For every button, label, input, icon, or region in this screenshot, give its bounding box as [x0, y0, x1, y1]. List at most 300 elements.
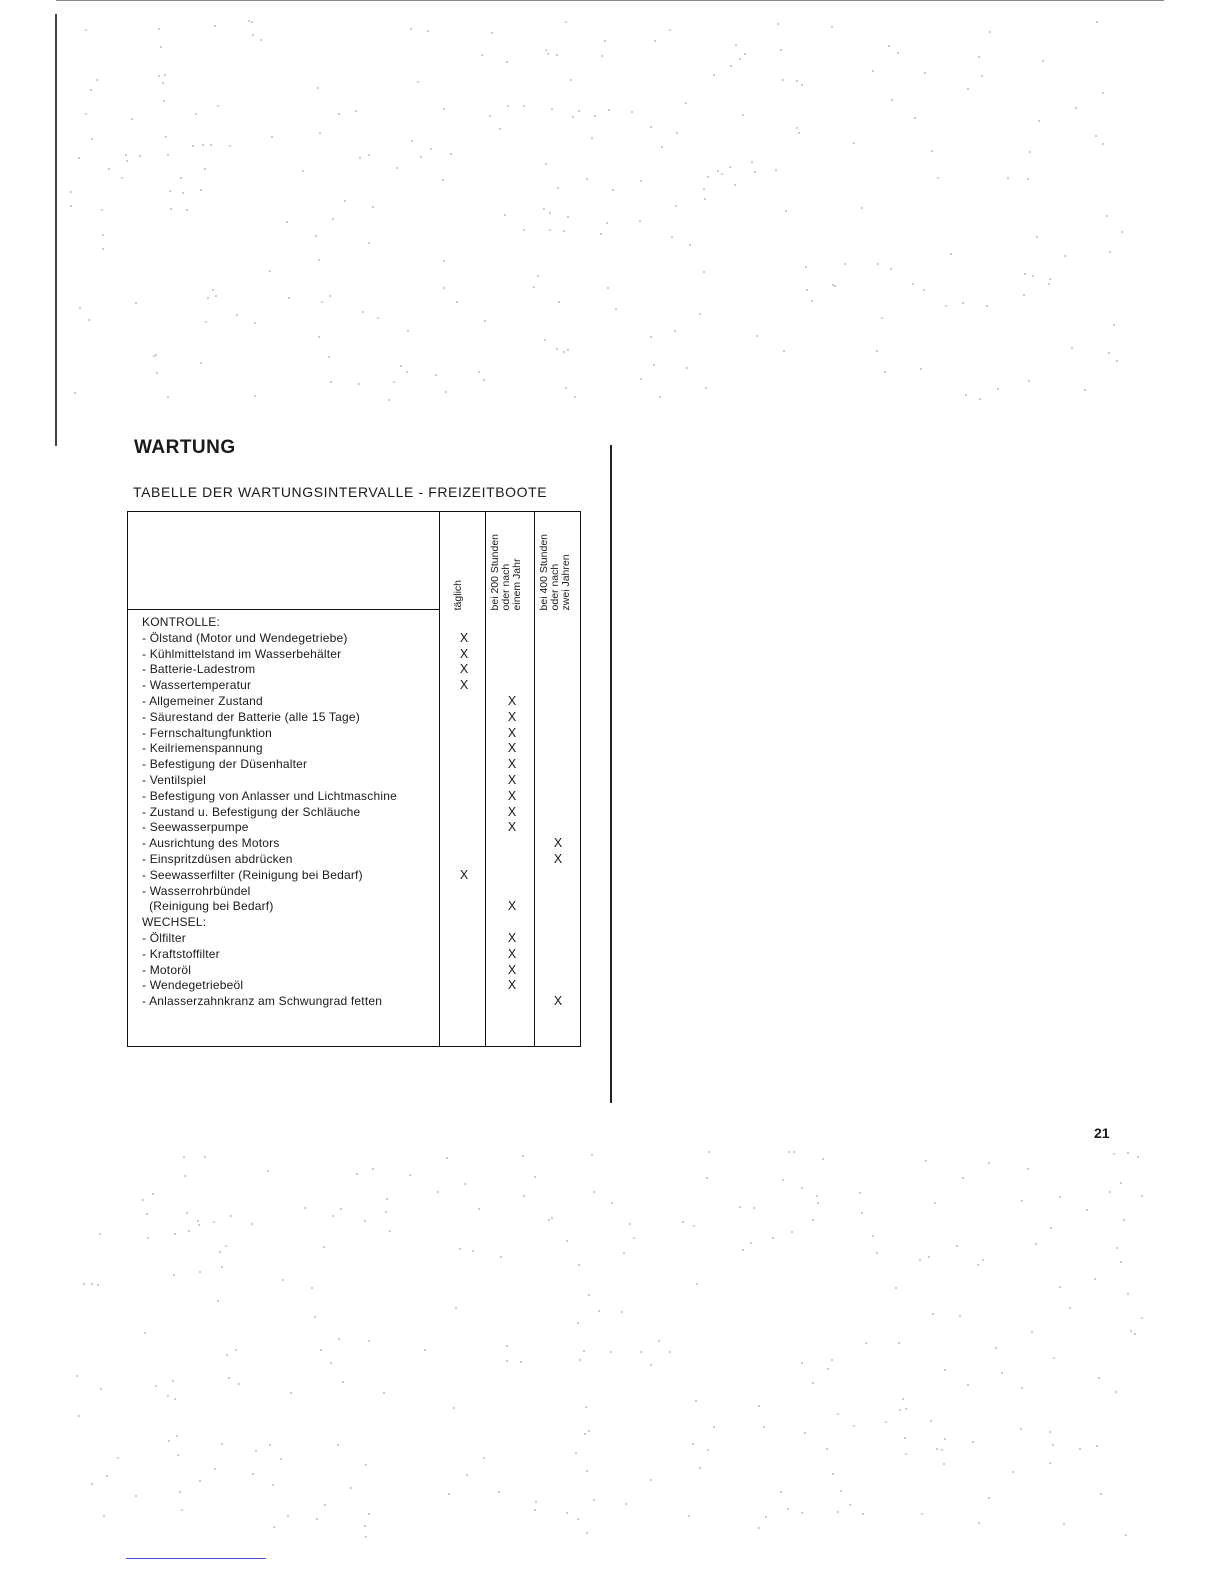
noise-speck — [872, 1235, 874, 1237]
noise-speck — [135, 302, 137, 304]
noise-speck — [164, 74, 166, 76]
row-label: - Kraftstoffilter — [142, 946, 220, 961]
noise-speck — [859, 1192, 861, 1194]
noise-speck — [332, 218, 334, 220]
noise-speck — [537, 275, 539, 277]
noise-speck — [489, 115, 491, 117]
noise-speck — [904, 1437, 906, 1439]
noise-speck — [783, 350, 785, 352]
noise-speck — [269, 270, 271, 272]
noise-speck — [1125, 1534, 1127, 1536]
noise-speck — [213, 1221, 215, 1223]
noise-speck — [899, 1409, 901, 1411]
interval-mark: X — [459, 867, 469, 882]
noise-speck — [612, 189, 614, 191]
noise-speck — [316, 1518, 318, 1520]
noise-speck — [319, 132, 321, 134]
table-row — [142, 836, 580, 852]
noise-speck — [506, 1360, 508, 1362]
noise-speck — [152, 1193, 154, 1195]
noise-speck — [844, 263, 846, 265]
noise-speck — [944, 1438, 946, 1440]
noise-speck — [567, 349, 569, 351]
noise-speck — [1123, 1219, 1125, 1221]
table-row — [142, 726, 580, 742]
noise-speck — [962, 302, 964, 304]
noise-speck — [805, 266, 807, 268]
noise-speck — [782, 1179, 784, 1181]
noise-speck — [365, 1536, 367, 1538]
noise-speck — [591, 1154, 593, 1156]
noise-speck — [342, 1381, 344, 1383]
noise-speck — [574, 396, 576, 398]
noise-speck — [272, 1484, 274, 1486]
noise-speck — [615, 308, 617, 310]
noise-speck — [557, 187, 559, 189]
noise-speck — [853, 1425, 855, 1427]
noise-speck — [920, 368, 922, 370]
noise-speck — [693, 1225, 695, 1227]
noise-speck — [1096, 21, 1098, 23]
noise-speck — [676, 132, 678, 134]
noise-speck — [653, 364, 655, 366]
interval-mark: X — [507, 725, 517, 740]
table-row — [142, 757, 580, 773]
noise-speck — [707, 1449, 709, 1451]
noise-speck — [1071, 347, 1073, 349]
noise-speck — [885, 1421, 887, 1423]
table-row — [142, 694, 580, 710]
noise-speck — [888, 45, 890, 47]
noise-speck — [523, 105, 525, 107]
noise-speck — [565, 387, 567, 389]
noise-speck — [812, 1382, 814, 1384]
row-label: - Allgemeiner Zustand — [142, 693, 263, 708]
noise-speck — [255, 1450, 257, 1452]
noise-speck — [534, 1509, 536, 1511]
noise-speck — [775, 169, 777, 171]
noise-speck — [758, 1527, 760, 1529]
interval-mark: X — [507, 772, 517, 787]
noise-speck — [735, 44, 737, 46]
noise-speck — [168, 1440, 170, 1442]
row-label: - Ölfilter — [142, 930, 186, 945]
noise-speck — [639, 220, 641, 222]
noise-speck — [459, 1248, 461, 1250]
noise-speck — [184, 1175, 186, 1177]
noise-speck — [445, 391, 447, 393]
noise-speck — [1094, 1278, 1096, 1280]
noise-speck — [661, 146, 663, 148]
noise-speck — [796, 80, 798, 82]
noise-speck — [674, 330, 676, 332]
noise-speck — [254, 395, 256, 397]
interval-mark: X — [507, 899, 517, 914]
noise-speck — [890, 268, 892, 270]
table-row — [142, 678, 580, 694]
noise-speck — [442, 179, 444, 181]
noise-speck — [754, 171, 756, 173]
noise-speck — [481, 54, 483, 56]
noise-speck — [921, 1513, 923, 1515]
noise-speck — [967, 88, 969, 90]
row-label: - Einspritzdüsen abdrücken — [142, 851, 293, 866]
noise-speck — [70, 191, 72, 193]
noise-speck — [226, 1354, 228, 1356]
noise-speck — [777, 23, 779, 25]
noise-speck — [78, 157, 80, 159]
table-row — [142, 789, 580, 805]
noise-speck — [1113, 1153, 1115, 1155]
noise-speck — [650, 1479, 652, 1481]
noise-speck — [350, 1487, 352, 1489]
noise-speck — [1048, 283, 1050, 285]
noise-speck — [318, 259, 320, 261]
noise-speck — [162, 82, 164, 84]
noise-speck — [872, 70, 874, 72]
noise-speck — [437, 1191, 439, 1193]
noise-speck — [898, 1342, 900, 1344]
noise-speck — [195, 113, 197, 115]
noise-speck — [364, 1220, 366, 1222]
noise-speck — [997, 388, 999, 390]
noise-speck — [1059, 1196, 1061, 1198]
interval-mark: X — [507, 741, 517, 756]
noise-speck — [251, 1223, 253, 1225]
noise-speck — [750, 1242, 752, 1244]
noise-speck — [260, 39, 262, 41]
noise-speck — [1007, 177, 1009, 179]
noise-speck — [567, 216, 569, 218]
row-label: - Seewasserfilter (Reinigung bei Bedarf) — [142, 867, 363, 882]
noise-speck — [591, 137, 593, 139]
noise-speck — [221, 1266, 223, 1268]
noise-speck — [594, 115, 596, 117]
noise-speck — [742, 1249, 744, 1251]
noise-speck — [625, 1503, 627, 1505]
noise-speck — [782, 79, 784, 81]
maintenance-table — [127, 511, 581, 1047]
noise-speck — [713, 74, 715, 76]
column-header-200h: bei 200 Stunden oder nach einem Jahr — [489, 533, 523, 610]
interval-mark: X — [507, 709, 517, 724]
noise-speck — [179, 1491, 181, 1493]
noise-speck — [169, 190, 171, 192]
noise-speck — [558, 301, 560, 303]
noise-speck — [483, 1457, 485, 1459]
noise-speck — [756, 335, 758, 337]
noise-speck — [317, 87, 319, 89]
noise-speck — [400, 365, 402, 367]
noise-speck — [545, 163, 547, 165]
noise-speck — [337, 1444, 339, 1446]
noise-speck — [1027, 1168, 1029, 1170]
noise-speck — [500, 1256, 502, 1258]
noise-speck — [659, 396, 661, 398]
noise-speck — [686, 367, 688, 369]
row-label: (Reinigung bei Bedarf) — [142, 899, 274, 914]
interval-mark: X — [507, 757, 517, 772]
noise-speck — [547, 53, 549, 55]
noise-speck — [881, 317, 883, 319]
top-rule — [56, 0, 1164, 1]
column-header-daily: täglich — [452, 579, 464, 610]
noise-speck — [1141, 1317, 1143, 1319]
noise-speck — [604, 40, 606, 42]
row-label: - Befestigung von Anlasser und Lichtmaschine — [142, 788, 397, 803]
row-label: - Säurestand der Batterie (alle 15 Tage) — [142, 709, 360, 724]
noise-speck — [200, 362, 202, 364]
interval-mark: X — [553, 836, 563, 851]
noise-speck — [579, 1359, 581, 1361]
noise-speck — [586, 1532, 588, 1534]
noise-speck — [1109, 1191, 1111, 1193]
noise-speck — [1023, 294, 1025, 296]
noise-speck — [478, 371, 480, 373]
noise-speck — [801, 84, 803, 86]
noise-speck — [491, 32, 493, 34]
noise-speck — [1027, 178, 1029, 180]
noise-speck — [791, 1231, 793, 1233]
noise-speck — [793, 1151, 795, 1153]
noise-speck — [167, 396, 169, 398]
noise-speck — [504, 214, 506, 216]
noise-speck — [633, 1237, 635, 1239]
noise-speck — [96, 79, 98, 81]
noise-speck — [1100, 1493, 1102, 1495]
noise-speck — [1032, 275, 1034, 277]
noise-speck — [340, 1208, 342, 1210]
noise-speck — [427, 30, 429, 32]
noise-speck — [368, 1513, 370, 1515]
noise-speck — [321, 301, 323, 303]
interval-mark: X — [459, 678, 469, 693]
noise-speck — [629, 1223, 631, 1225]
noise-speck — [549, 229, 551, 231]
row-label: - Ventilspiel — [142, 772, 206, 787]
noise-speck — [202, 144, 204, 146]
noise-speck — [1137, 1156, 1139, 1158]
noise-speck — [758, 1405, 760, 1407]
noise-speck — [861, 1212, 863, 1214]
noise-speck — [1035, 1243, 1037, 1245]
noise-speck — [831, 26, 833, 28]
noise-speck — [155, 354, 157, 356]
noise-speck — [464, 1183, 466, 1185]
noise-speck — [217, 1300, 219, 1302]
noise-speck — [430, 148, 432, 150]
noise-speck — [721, 173, 723, 175]
interval-mark: X — [459, 630, 469, 645]
table-row — [142, 615, 580, 631]
noise-speck — [806, 289, 808, 291]
noise-speck — [520, 1361, 522, 1363]
noise-speck — [593, 1191, 595, 1193]
noise-speck — [623, 1252, 625, 1254]
noise-speck — [453, 1407, 455, 1409]
noise-speck — [965, 394, 967, 396]
noise-speck — [551, 108, 553, 110]
noise-speck — [1127, 1293, 1129, 1295]
noise-speck — [1059, 1286, 1061, 1288]
noise-speck — [717, 170, 719, 172]
noise-speck — [1038, 120, 1040, 122]
noise-speck — [443, 287, 445, 289]
noise-speck — [204, 168, 206, 170]
row-label: - Keilriemenspannung — [142, 741, 263, 756]
noise-speck — [88, 319, 90, 321]
noise-speck — [383, 1392, 385, 1394]
noise-speck — [739, 1206, 741, 1208]
page-title: WARTUNG — [134, 437, 236, 458]
noise-speck — [280, 1458, 282, 1460]
noise-speck — [607, 287, 609, 289]
noise-speck — [978, 1522, 980, 1524]
noise-speck — [332, 1215, 334, 1217]
noise-speck — [919, 1259, 921, 1261]
noise-speck — [330, 1362, 332, 1364]
noise-speck — [914, 117, 916, 119]
noise-speck — [535, 1501, 537, 1503]
noise-speck — [362, 311, 364, 313]
noise-speck — [577, 1322, 579, 1324]
noise-speck — [160, 46, 162, 48]
noise-speck — [578, 110, 580, 112]
noise-speck — [99, 1233, 101, 1235]
noise-speck — [1020, 1428, 1022, 1430]
noise-speck — [167, 1395, 169, 1397]
noise-speck — [837, 1511, 839, 1513]
noise-speck — [989, 31, 991, 33]
noise-speck — [640, 180, 642, 182]
noise-speck — [734, 184, 736, 186]
noise-speck — [1134, 1333, 1136, 1335]
noise-speck — [834, 285, 836, 287]
noise-speck — [817, 1202, 819, 1204]
noise-speck — [669, 1351, 671, 1353]
noise-speck — [586, 1470, 588, 1472]
noise-speck — [585, 1406, 587, 1408]
table-row — [142, 868, 580, 884]
row-label: - Befestigung der Düsenhalter — [142, 757, 308, 772]
table-row — [142, 852, 580, 868]
row-label: - Motoröl — [142, 962, 192, 977]
noise-speck — [876, 1252, 878, 1254]
interval-mark: X — [553, 851, 563, 866]
noise-speck — [417, 81, 419, 83]
noise-speck — [174, 1398, 176, 1400]
noise-speck — [146, 1213, 148, 1215]
noise-speck — [556, 348, 558, 350]
noise-speck — [484, 320, 486, 322]
noise-speck — [1029, 151, 1031, 153]
noise-speck — [200, 189, 202, 191]
noise-speck — [406, 371, 408, 373]
noise-speck — [570, 79, 572, 81]
noise-speck — [101, 209, 103, 211]
noise-speck — [978, 56, 980, 58]
noise-speck — [236, 314, 238, 316]
noise-speck — [982, 1259, 984, 1261]
noise-speck — [290, 1392, 292, 1394]
noise-speck — [598, 1310, 600, 1312]
noise-speck — [865, 1342, 867, 1344]
noise-speck — [950, 253, 952, 255]
noise-speck — [608, 109, 610, 111]
noise-speck — [254, 322, 256, 324]
noise-speck — [207, 297, 209, 299]
noise-speck — [977, 1264, 979, 1266]
noise-speck — [100, 1388, 102, 1390]
table-row — [142, 741, 580, 757]
noise-speck — [135, 1495, 137, 1497]
noise-speck — [1116, 1247, 1118, 1249]
noise-speck — [409, 1174, 411, 1176]
noise-speck — [219, 1251, 221, 1253]
noise-speck — [344, 200, 346, 202]
noise-speck — [739, 58, 741, 60]
noise-speck — [1049, 1462, 1051, 1464]
noise-speck — [556, 54, 558, 56]
noise-speck — [1042, 60, 1044, 62]
noise-speck — [173, 1274, 175, 1276]
noise-speck — [478, 1208, 480, 1210]
noise-speck — [108, 168, 110, 170]
noise-speck — [282, 1279, 284, 1281]
noise-speck — [785, 210, 787, 212]
interval-mark: X — [507, 693, 517, 708]
noise-speck — [410, 28, 412, 30]
noise-speck — [798, 132, 800, 134]
noise-speck — [165, 136, 167, 138]
row-label: - Ausrichtung des Motors — [142, 836, 280, 851]
noise-speck — [533, 286, 535, 288]
noise-speck — [804, 1432, 806, 1434]
noise-speck — [106, 1475, 108, 1477]
noise-speck — [675, 205, 677, 207]
interval-mark: X — [507, 804, 517, 819]
noise-speck — [621, 1311, 623, 1313]
noise-speck — [1036, 236, 1038, 238]
noise-speck — [584, 1433, 586, 1435]
table-row — [142, 631, 580, 647]
noise-speck — [1028, 380, 1030, 382]
noise-speck — [523, 229, 525, 231]
noise-speck — [126, 160, 128, 162]
noise-speck — [499, 128, 501, 130]
noise-speck — [545, 49, 547, 51]
noise-speck — [121, 177, 123, 179]
noise-speck — [658, 1340, 660, 1342]
noise-speck — [588, 1430, 590, 1432]
noise-speck — [862, 1513, 864, 1515]
noise-speck — [944, 1369, 946, 1371]
noise-speck — [158, 28, 160, 30]
noise-speck — [192, 145, 194, 147]
noise-speck — [1121, 231, 1123, 233]
noise-speck — [1098, 1377, 1100, 1379]
noise-speck — [534, 1176, 536, 1178]
noise-speck — [131, 118, 133, 120]
noise-speck — [928, 1256, 930, 1258]
noise-speck — [832, 1473, 834, 1475]
noise-speck — [389, 1230, 391, 1232]
table-title: TABELLE DER WARTUNGSINTERVALLE - FREIZEITBOOTE — [133, 484, 548, 500]
noise-speck — [650, 126, 652, 128]
noise-speck — [730, 65, 732, 67]
interval-mark: X — [507, 946, 517, 961]
interval-mark: X — [553, 994, 563, 1009]
